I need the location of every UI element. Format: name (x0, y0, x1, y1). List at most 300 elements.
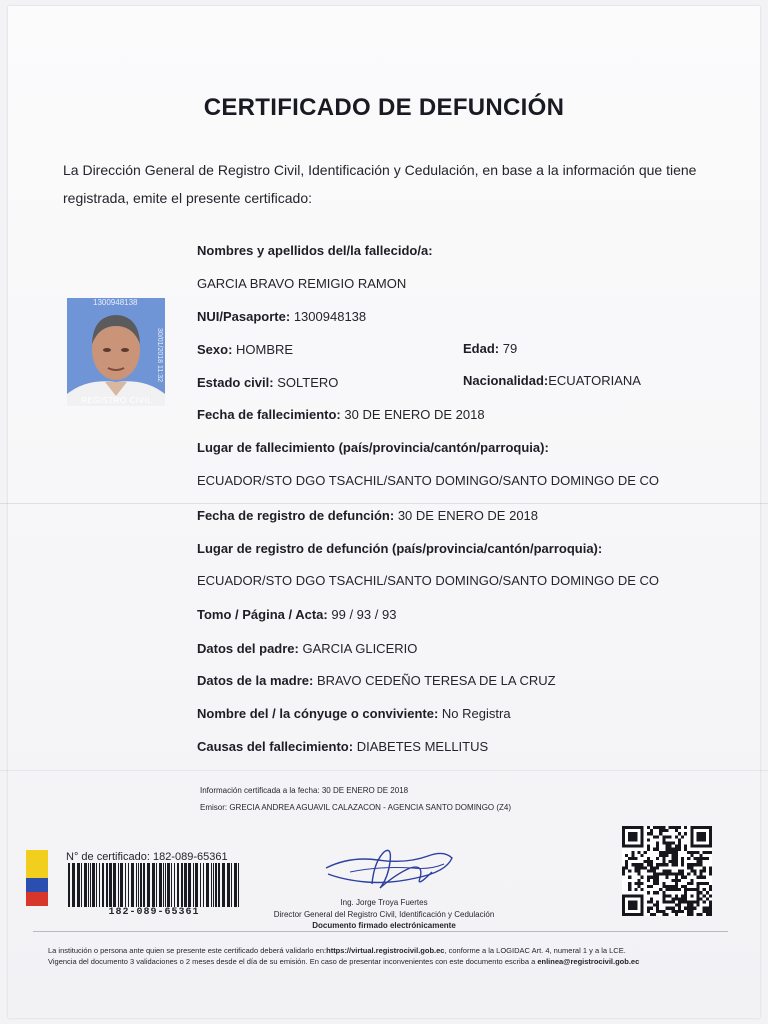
qr-module (662, 842, 665, 845)
qr-module (672, 857, 675, 860)
qr-module (647, 832, 650, 835)
qr-module (675, 854, 678, 857)
portrait-image (67, 298, 165, 406)
qr-module (659, 863, 662, 866)
qr-module (678, 873, 681, 876)
qr-module (665, 845, 668, 848)
qr-module (638, 863, 641, 866)
qr-module (690, 882, 693, 885)
qr-module (665, 863, 668, 866)
footer-validation-text: La institución o persona ante quien se presente este certificado deberá validarlo en: (48, 946, 327, 955)
qr-module (675, 848, 678, 851)
qr-module (709, 869, 712, 872)
qr-module (647, 907, 650, 910)
qr-module (709, 866, 712, 869)
qr-module (662, 829, 665, 832)
certificate-label: N° de certificado: (66, 851, 150, 863)
qr-module (641, 866, 644, 869)
qr-module (647, 857, 650, 860)
certificate-number-row (66, 851, 228, 863)
qr-module (662, 838, 665, 841)
qr-module (696, 860, 699, 863)
qr-module (656, 863, 659, 866)
qr-module (669, 888, 672, 891)
lugar-registro-label (197, 541, 602, 556)
qr-module (687, 873, 690, 876)
footer-divider (33, 931, 728, 932)
qr-module (653, 869, 656, 872)
qr-module (647, 826, 650, 829)
qr-module (700, 876, 703, 879)
qr-module (653, 826, 656, 829)
qr-module (703, 876, 706, 879)
qr-module (669, 873, 672, 876)
qr-module (690, 894, 693, 897)
qr-module (650, 863, 653, 866)
qr-module (634, 863, 637, 866)
qr-module (659, 851, 662, 854)
intro-paragraph: La Dirección General de Registro Civil, Identificación y Cedulación, en base a la información que tiene registrada, emite el presente certificado: (63, 162, 697, 206)
qr-module (678, 842, 681, 845)
edad-label: Edad: (463, 341, 500, 356)
qr-module (672, 888, 675, 891)
qr-module (672, 860, 675, 863)
qr-module (672, 900, 675, 903)
estado-value: SOLTERO (277, 375, 339, 390)
qr-module (669, 835, 672, 838)
qr-module (706, 907, 709, 910)
barcode-number: 182-089-65361 (108, 907, 200, 918)
qr-module (647, 879, 650, 882)
qr-module (650, 860, 653, 863)
qr-module (662, 826, 665, 829)
qr-module (647, 848, 650, 851)
qr-module (696, 863, 699, 866)
qr-module (675, 904, 678, 907)
qr-module (703, 869, 706, 872)
qr-module (687, 907, 690, 910)
qr-module (678, 848, 681, 851)
qr-module (659, 873, 662, 876)
qr-module (665, 854, 668, 857)
qr-module (672, 851, 675, 854)
names-row (197, 243, 433, 258)
qr-module (656, 904, 659, 907)
qr-module (662, 835, 665, 838)
qr-module (653, 904, 656, 907)
qr-module (675, 873, 678, 876)
qr-module (706, 882, 709, 885)
qr-module (662, 857, 665, 860)
qr-module (665, 907, 668, 910)
qr-module (656, 891, 659, 894)
qr-module (675, 885, 678, 888)
footer-line-2 (48, 957, 639, 966)
qr-module (672, 907, 675, 910)
qr-module (647, 860, 650, 863)
qr-module (628, 857, 631, 860)
qr-module (696, 882, 699, 885)
qr-module (672, 863, 675, 866)
qr-module (622, 869, 625, 872)
qr-module (684, 832, 687, 835)
nacionalidad-value: ECUATORIANA (548, 373, 641, 388)
qr-module (653, 848, 656, 851)
qr-module (672, 885, 675, 888)
qr-module (628, 882, 631, 885)
qr-module (638, 851, 641, 854)
qr-module (700, 891, 703, 894)
qr-module (656, 900, 659, 903)
qr-module (690, 869, 693, 872)
qr-module (675, 879, 678, 882)
qr-module (628, 888, 631, 891)
qr-module (675, 826, 678, 829)
photo-watermark: REGISTRO CIVIL (81, 396, 153, 405)
footer-law-text: , conforme a la LOGIDAC Art. 4, numeral 1 y a la LCE. (444, 946, 626, 955)
lugar-fallecimiento-label (197, 440, 549, 455)
paper-fold (0, 503, 768, 504)
qr-module (656, 910, 659, 913)
qr-module (681, 910, 684, 913)
qr-module (659, 832, 662, 835)
qr-module (706, 851, 709, 854)
qr-module (703, 907, 706, 910)
qr-module (665, 888, 668, 891)
qr-module (672, 854, 675, 857)
qr-module (672, 879, 675, 882)
qr-module (656, 876, 659, 879)
qr-module (700, 869, 703, 872)
qr-module (641, 882, 644, 885)
qr-module (669, 894, 672, 897)
validation-link[interactable]: https://virtual.registrocivil.gob.ec (326, 946, 445, 955)
qr-module (703, 866, 706, 869)
qr-module (696, 832, 705, 841)
qr-module (687, 882, 690, 885)
qr-module (647, 863, 650, 866)
qr-module (700, 897, 703, 900)
qr-module (706, 891, 709, 894)
signer-title: Director General del Registro Civil, Identificación y Cedulación (273, 910, 495, 919)
qr-module (641, 854, 644, 857)
conyuge-row (197, 706, 511, 721)
estado-label: Estado civil: (197, 375, 274, 390)
qr-module (638, 869, 641, 872)
qr-module (656, 826, 659, 829)
sexo-value: HOMBRE (236, 342, 294, 357)
qr-module (690, 904, 693, 907)
qr-module (709, 904, 712, 907)
qr-module (687, 910, 690, 913)
qr-module (653, 879, 656, 882)
fecha-registro-row (197, 508, 538, 523)
qr-module (693, 907, 696, 910)
padre-label: Datos del padre: (197, 641, 299, 656)
qr-module (696, 857, 699, 860)
qr-module (656, 835, 659, 838)
qr-module (709, 873, 712, 876)
fecha-fallecimiento-row (197, 407, 485, 422)
qr-module (703, 894, 706, 897)
qr-module (703, 888, 706, 891)
causas-label: Causas del fallecimiento: (197, 739, 354, 754)
qr-module (625, 854, 628, 857)
qr-module (631, 863, 634, 866)
fecha-fallecimiento-value: 30 DE ENERO DE 2018 (344, 407, 485, 422)
signature-image (320, 838, 460, 902)
qr-module (700, 873, 703, 876)
qr-module (669, 885, 672, 888)
qr-module (696, 904, 699, 907)
qr-module (709, 900, 712, 903)
tomo-value: 99 / 93 / 93 (331, 607, 397, 622)
qr-module (690, 910, 693, 913)
qr-module (681, 900, 684, 903)
qr-module (659, 826, 662, 829)
madre-row (197, 673, 556, 688)
qr-module (650, 876, 653, 879)
qr-module (681, 835, 684, 838)
qr-module (638, 885, 641, 888)
qr-module (665, 848, 668, 851)
qr-module (653, 882, 656, 885)
qr-module (681, 869, 684, 872)
qr-module (709, 910, 712, 913)
qr-module (628, 900, 637, 909)
qr-module (634, 857, 637, 860)
qr-module (638, 882, 641, 885)
qr-module (659, 888, 662, 891)
qr-module (669, 900, 672, 903)
qr-module (665, 900, 668, 903)
qr-module (665, 869, 668, 872)
qr-module (687, 851, 690, 854)
qr-module (690, 854, 693, 857)
qr-module (665, 829, 668, 832)
qr-module (641, 888, 644, 891)
qr-module (647, 885, 650, 888)
qr-module (681, 873, 684, 876)
qr-module (628, 832, 637, 841)
qr-module (696, 851, 699, 854)
qr-module (665, 835, 668, 838)
lugar-registro-label-text: Lugar de registro de defunción (país/provincia/cantón/parroquia): (197, 541, 603, 556)
qr-module (681, 894, 684, 897)
qr-module (662, 882, 665, 885)
qr-module (669, 842, 672, 845)
qr-module (662, 854, 665, 857)
qr-module (669, 848, 672, 851)
qr-module (662, 863, 665, 866)
qr-module (662, 897, 665, 900)
nui-value: 1300948138 (293, 309, 367, 324)
qr-module (665, 885, 668, 888)
tomo-label: Tomo / Página / Acta: (197, 607, 328, 622)
causas-row (197, 739, 488, 754)
qr-module (709, 907, 712, 910)
qr-module (656, 866, 659, 869)
qr-module (622, 873, 625, 876)
qr-module (675, 845, 678, 848)
qr-module (650, 897, 653, 900)
qr-module (690, 863, 693, 866)
qr-module (681, 885, 684, 888)
paper-fold (0, 770, 768, 771)
qr-module (684, 876, 687, 879)
certified-info: Información certificada a la fecha: 30 DE ENERO DE 2018 (200, 786, 409, 795)
qr-module (706, 897, 709, 900)
qr-module (687, 904, 690, 907)
qr-module (669, 907, 672, 910)
qr-module (644, 851, 647, 854)
qr-module (709, 913, 712, 916)
qr-module (659, 854, 662, 857)
qr-module (665, 894, 668, 897)
estado-row (197, 375, 338, 390)
conyuge-value: No Registra (441, 706, 511, 721)
signature-note: Documento firmado electrónicamente (312, 921, 456, 930)
qr-module (653, 873, 656, 876)
qr-module (684, 907, 687, 910)
certificate-number: 182-089-65361 (152, 851, 228, 863)
qr-module (662, 913, 665, 916)
qr-module (669, 826, 672, 829)
qr-module (653, 835, 656, 838)
qr-module (675, 894, 678, 897)
qr-module (675, 876, 678, 879)
qr-module (703, 900, 706, 903)
qr-module (690, 907, 693, 910)
qr-module (678, 910, 681, 913)
qr-module (706, 910, 709, 913)
padre-row (197, 641, 417, 656)
conyuge-label: Nombre del / la cónyuge o conviviente: (197, 706, 439, 721)
qr-module (687, 863, 690, 866)
qr-module (662, 869, 665, 872)
qr-module (662, 891, 665, 894)
qr-module (650, 907, 653, 910)
qr-module (681, 876, 684, 879)
qr-module (647, 900, 650, 903)
qr-module (656, 848, 659, 851)
qr-module (684, 848, 687, 851)
fecha-fallecimiento-label: Fecha de fallecimiento: (197, 407, 341, 422)
qr-module (662, 910, 665, 913)
qr-module (709, 888, 712, 891)
madre-value: BRAVO CEDEÑO TERESA DE LA CRUZ (316, 673, 556, 688)
document-title: CERTIFICADO DE DEFUNCIÓN (203, 94, 565, 121)
qr-module (662, 851, 665, 854)
qr-module (665, 851, 668, 854)
qr-module (693, 851, 696, 854)
qr-module (696, 913, 699, 916)
qr-module (678, 897, 681, 900)
lugar-registro-value: ECUADOR/STO DGO TSACHIL/SANTO DOMINGO/SANTO DOMINGO DE CO (197, 573, 660, 588)
qr-module (634, 866, 637, 869)
qr-module (678, 879, 681, 882)
nui-row (197, 309, 366, 324)
qr-module (641, 876, 644, 879)
support-email-link[interactable]: enlinea@registrocivil.gob.ec (537, 957, 640, 966)
qr-module (709, 851, 712, 854)
qr-module (700, 863, 703, 866)
qr-module (662, 900, 665, 903)
qr-module (650, 869, 653, 872)
qr-module (669, 869, 672, 872)
qr-module (672, 842, 675, 845)
qr-module (675, 910, 678, 913)
qr-module (638, 873, 641, 876)
qr-module (669, 851, 672, 854)
qr-module (703, 910, 706, 913)
qr-module (647, 876, 650, 879)
qr-module (678, 869, 681, 872)
names-value: GARCIA BRAVO REMIGIO RAMON (197, 276, 407, 291)
qr-module (675, 860, 678, 863)
qr-module (687, 913, 690, 916)
qr-module (706, 913, 709, 916)
qr-module (665, 913, 668, 916)
qr-module (653, 876, 656, 879)
qr-module (669, 860, 672, 863)
qr-module (684, 826, 687, 829)
qr-module (672, 826, 675, 829)
qr-module (681, 863, 684, 866)
qr-module (656, 882, 659, 885)
qr-module (672, 873, 675, 876)
qr-module (672, 910, 675, 913)
issuer-info: Emisor: GRECIA ANDREA AGUAVIL CALAZACON - AGENCIA SANTO DOMINGO (Z4) (200, 803, 512, 812)
photo-date-text: 30/01/2018 11:32 (156, 328, 163, 382)
footer-line-1 (48, 946, 626, 955)
fecha-registro-value: 30 DE ENERO DE 2018 (397, 508, 539, 523)
nacionalidad-row (463, 373, 641, 388)
qr-module (684, 845, 687, 848)
qr-module (678, 888, 681, 891)
qr-module (696, 876, 699, 879)
qr-module (684, 885, 687, 888)
qr-module (672, 848, 675, 851)
qr-module (638, 866, 641, 869)
qr-module (641, 863, 644, 866)
qr-module (675, 897, 678, 900)
qr-module (644, 866, 647, 869)
qr-module (675, 882, 678, 885)
qr-module (693, 869, 696, 872)
qr-module (675, 857, 678, 860)
qr-code-image (621, 826, 713, 916)
qr-module (662, 873, 665, 876)
qr-module (656, 873, 659, 876)
qr-module (647, 845, 650, 848)
qr-module (628, 876, 631, 879)
qr-module (653, 866, 656, 869)
qr-module (631, 857, 634, 860)
qr-module (678, 907, 681, 910)
nui-label: NUI/Pasaporte: (197, 309, 291, 324)
lugar-fallecimiento-value: ECUADOR/STO DGO TSACHIL/SANTO DOMINGO/SANTO DOMINGO DE CO (197, 473, 660, 488)
padre-value: GARCIA GLICERIO (302, 641, 418, 656)
qr-module (662, 885, 665, 888)
qr-module (703, 882, 706, 885)
qr-module (656, 879, 659, 882)
qr-module (631, 854, 634, 857)
qr-module (650, 913, 653, 916)
qr-module (656, 845, 659, 848)
photo-id-text: 1300948138 (93, 298, 138, 307)
edad-value: 79 (502, 341, 518, 356)
